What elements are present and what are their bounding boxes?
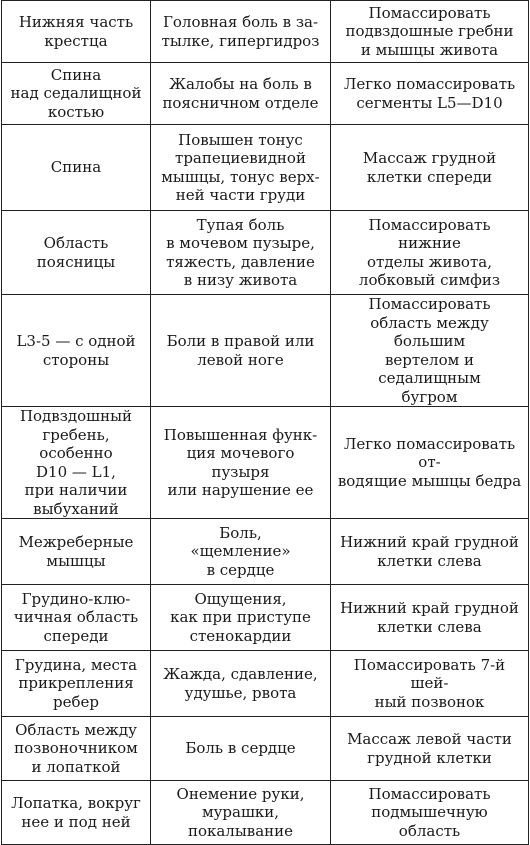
location-cell: Грудина, места прикрепления ребер — [2, 651, 151, 717]
action-cell: Помассировать нижние отделы живота, лобковый симфиз — [331, 211, 529, 295]
location-cell: Грудино-клю- чичная область спереди — [2, 585, 151, 651]
action-cell: Помассировать подмышечную область — [331, 781, 529, 845]
action-cell: Легко помассировать сегменты L5—D10 — [331, 63, 529, 125]
action-cell: Нижний край грудной клетки слева — [331, 519, 529, 585]
symptom-cell: Жажда, сдавление, удушье, рвота — [151, 651, 331, 717]
table-row — [2, 295, 529, 407]
table-row — [2, 1, 529, 63]
location-cell: Область между позвоночником и лопаткой — [2, 717, 151, 781]
symptom-cell: Повышенная функ- ция мочевого пузыря или нарушение ее — [151, 407, 331, 519]
symptom-cell: Боль в сердце — [151, 717, 331, 781]
massage-table — [1, 0, 529, 845]
table-row — [2, 651, 529, 717]
table-row — [2, 211, 529, 295]
location-cell: Спина над седалищной костью — [2, 63, 151, 125]
action-cell: Массаж левой части грудной клетки — [331, 717, 529, 781]
symptom-cell: Головная боль в за- тылке, гипергидроз — [151, 1, 331, 63]
symptom-cell: Ощущения, как при приступе стенокардии — [151, 585, 331, 651]
symptom-cell: Повышен тонус трапециевидной мышцы, тонус верх- ней части груди — [151, 125, 331, 211]
symptom-cell: Жалобы на боль в поясничном отделе — [151, 63, 331, 125]
location-cell: L3-5 — с одной стороны — [2, 295, 151, 407]
location-cell: Лопатка, вокруг нее и под ней — [2, 781, 151, 845]
table-row — [2, 125, 529, 211]
action-cell: Массаж грудной клетки спереди — [331, 125, 529, 211]
action-cell: Помассировать область между большим вертелом и седалищным бугром — [331, 295, 529, 407]
location-cell: Нижняя часть крестца — [2, 1, 151, 63]
table-row — [2, 407, 529, 519]
action-cell: Нижний край грудной клетки слева — [331, 585, 529, 651]
action-cell: Помассировать подвздошные гребни и мышцы живота — [331, 1, 529, 63]
action-cell: Помассировать 7-й шей- ный позвонок — [331, 651, 529, 717]
action-cell: Легко помассировать от- водящие мышцы бедра — [331, 407, 529, 519]
symptom-cell: Онемение руки, мурашки, покалывание — [151, 781, 331, 845]
symptom-cell: Тупая боль в мочевом пузыре, тяжесть, давление в низу живота — [151, 211, 331, 295]
location-cell: Подвздошный гребень, особенно D10 — L1, при наличии выбуханий — [2, 407, 151, 519]
location-cell: Спина — [2, 125, 151, 211]
table-row — [2, 717, 529, 781]
table-row — [2, 63, 529, 125]
table-row — [2, 519, 529, 585]
table-row — [2, 781, 529, 845]
symptom-cell: Боли в правой или левой ноге — [151, 295, 331, 407]
location-cell: Область поясницы — [2, 211, 151, 295]
symptom-cell: Боль, «щемление» в сердце — [151, 519, 331, 585]
table-row — [2, 585, 529, 651]
location-cell: Межреберные мышцы — [2, 519, 151, 585]
